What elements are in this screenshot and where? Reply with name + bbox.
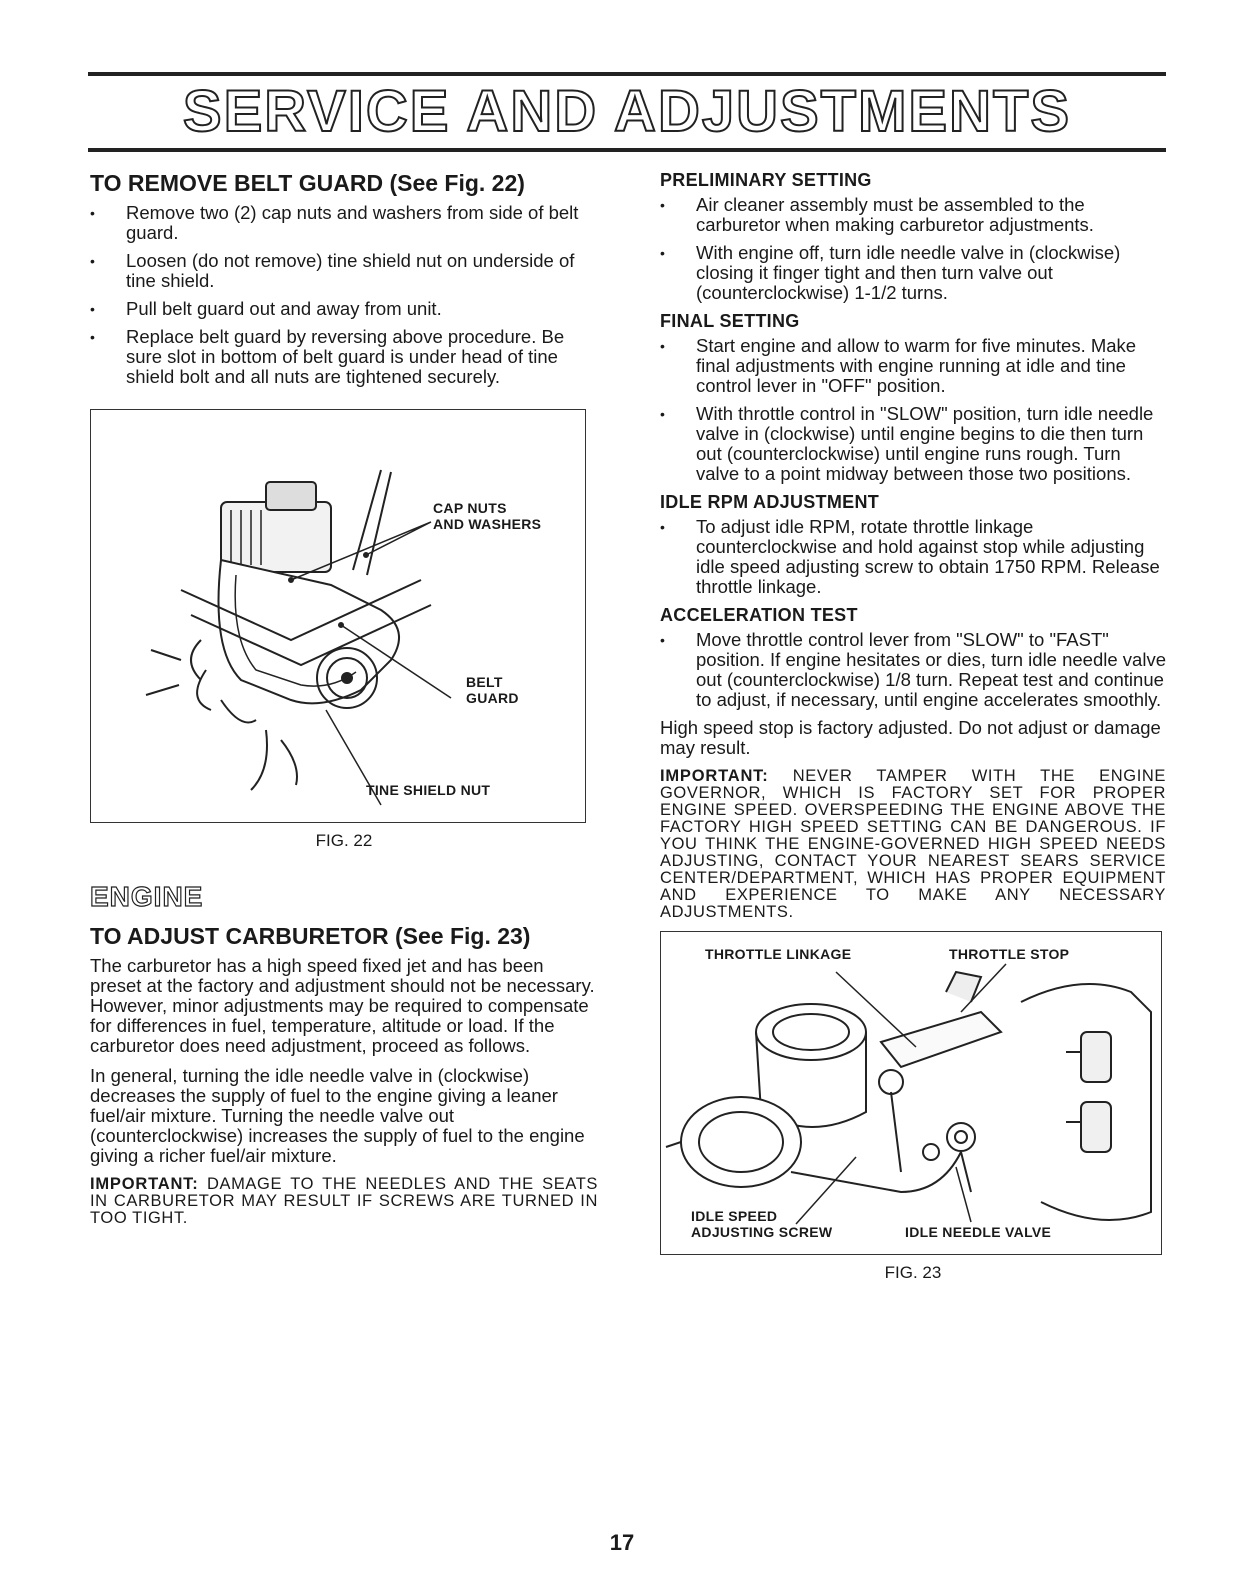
label-line: ADJUSTING SCREW	[691, 1224, 833, 1240]
carburetor-heading: TO ADJUST CARBURETOR (See Fig. 23)	[90, 923, 531, 949]
important-text: DAMAGE TO THE NEEDLES AND THE SEATS IN CARBURETOR MAY RESULT IF SCREWS ARE TURNED IN TOO TIGHT.	[90, 1175, 598, 1227]
list-item: • Air cleaner assembly must be assembled to the carburetor when making carburetor adjustments.	[660, 195, 1166, 235]
list-item: • Pull belt guard out and away from unit.	[90, 299, 598, 319]
figure-22	[90, 409, 586, 823]
page-number: 17	[609, 1530, 635, 1555]
label-line: GUARD	[466, 690, 519, 706]
important-label: IMPORTANT:	[90, 1175, 199, 1193]
acceleration-steps	[660, 630, 1166, 710]
carburetor-illustration	[661, 932, 1161, 1254]
high-speed-note: High speed stop is factory adjusted. Do not adjust or damage may result.	[660, 717, 1161, 758]
label-line: BELT	[466, 674, 503, 690]
important-label: IMPORTANT:	[660, 767, 769, 785]
label-throttle-linkage: THROTTLE LINKAGE	[705, 946, 852, 962]
figure-23-caption: FIG. 23	[884, 1263, 942, 1282]
label-throttle-stop: THROTTLE STOP	[949, 946, 1070, 962]
preliminary-steps	[660, 195, 1166, 303]
figure-23	[660, 931, 1162, 1255]
idle-rpm-steps	[660, 517, 1166, 597]
final-heading: FINAL SETTING	[660, 311, 800, 331]
right-column	[660, 170, 1166, 1283]
list-item: • Move throttle control lever from "SLOW" to "FAST" position. If engine hesitates or dies, turn idle needle valve out (counterclockwise) 1/8 turn. Repeat test and continue to adjust, if necessary, until engine accelerates smoothly.	[660, 630, 1166, 710]
belt-guard-heading: TO REMOVE BELT GUARD (See Fig. 22)	[90, 170, 525, 196]
label-tine-shield-nut: TINE SHIELD NUT	[366, 782, 491, 798]
list-item: • To adjust idle RPM, rotate throttle linkage counterclockwise and hold against stop while adjusting idle speed adjusting screw to obtain 1750 RPM. Release throttle linkage.	[660, 517, 1166, 597]
label-belt-guard	[466, 674, 519, 706]
engine-heading: ENGINE	[90, 881, 204, 912]
left-column	[90, 170, 598, 1237]
figure-22-caption: FIG. 22	[315, 831, 373, 850]
list-item: • Remove two (2) cap nuts and washers from side of belt guard.	[90, 203, 598, 243]
idle-rpm-heading: IDLE RPM ADJUSTMENT	[660, 492, 880, 512]
preliminary-heading: PRELIMINARY SETTING	[660, 170, 872, 190]
label-idle-needle-valve: IDLE NEEDLE VALVE	[905, 1224, 1052, 1240]
important-text: NEVER TAMPER WITH THE ENGINE GOVERNOR, WHICH IS FACTORY SET FOR PROPER ENGINE SPEED. OVERSPEEDING THE ENGINE ABOVE THE FACTORY HIGH SPEED SETTING CAN BE DANGEROUS. IF YOU THINK THE ENGINE-GOVERNED HIGH SPEED NEEDS ADJUSTING, CONTACT YOUR NEAREST SEARS SERVICE CENTER/DEPARTMENT, WHICH HAS PROPER EQUIPMENT AND EXPERIENCE TO MAKE ANY NECESSARY ADJUSTMENTS.	[660, 767, 1166, 921]
label-cap-nuts	[433, 500, 541, 532]
carburetor-important	[90, 1176, 598, 1227]
final-steps	[660, 336, 1166, 484]
list-item: • With engine off, turn idle needle valve in (clockwise) closing it finger tight and then turn valve out (counterclockwise) 1-1/2 turns.	[660, 243, 1166, 303]
top-rule	[88, 72, 1166, 76]
label-line: IDLE SPEED	[691, 1208, 778, 1224]
carburetor-para-1: The carburetor has a high speed fixed jet and has been preset at the factory and adjustment should not be necessary. However, minor adjustments may be required to compensate for differences in fuel, temperature, altitude or load. If the carburetor does need adjustment, proceed as follows.	[90, 955, 595, 1056]
list-item: • Replace belt guard by reversing above procedure. Be sure slot in bottom of belt guard is under head of tine shield bolt and all nuts are tightened securely.	[90, 327, 598, 387]
list-item: • With throttle control in "SLOW" position, turn idle needle valve in (clockwise) until engine begins to die then turn out (counterclockwise) until engine runs rough. Turn valve to a point midway between those two positions.	[660, 404, 1166, 484]
governor-important	[660, 768, 1166, 921]
list-item: • Loosen (do not remove) tine shield nut on underside of tine shield.	[90, 251, 598, 291]
label-line: CAP NUTS	[433, 500, 507, 516]
page-title: SERVICE AND ADJUSTMENTS	[182, 79, 1072, 144]
title-bottom-rule	[88, 148, 1166, 152]
label-idle-speed-screw	[691, 1208, 832, 1240]
belt-guard-steps	[90, 203, 598, 387]
carburetor-para-2: In general, turning the idle needle valve in (clockwise) decreases the supply of fuel to the engine giving a leaner fuel/air mixture. Turning the needle valve out (counterclockwise) increases the supply of fuel to the engine giving a richer fuel/air mixture.	[90, 1065, 585, 1166]
label-line: AND WASHERS	[433, 516, 542, 532]
tiller-illustration	[91, 410, 585, 822]
acceleration-heading: ACCELERATION TEST	[660, 605, 858, 625]
list-item: • Start engine and allow to warm for five minutes. Make final adjustments with engine running at idle and tine control lever in "OFF" position.	[660, 336, 1166, 396]
